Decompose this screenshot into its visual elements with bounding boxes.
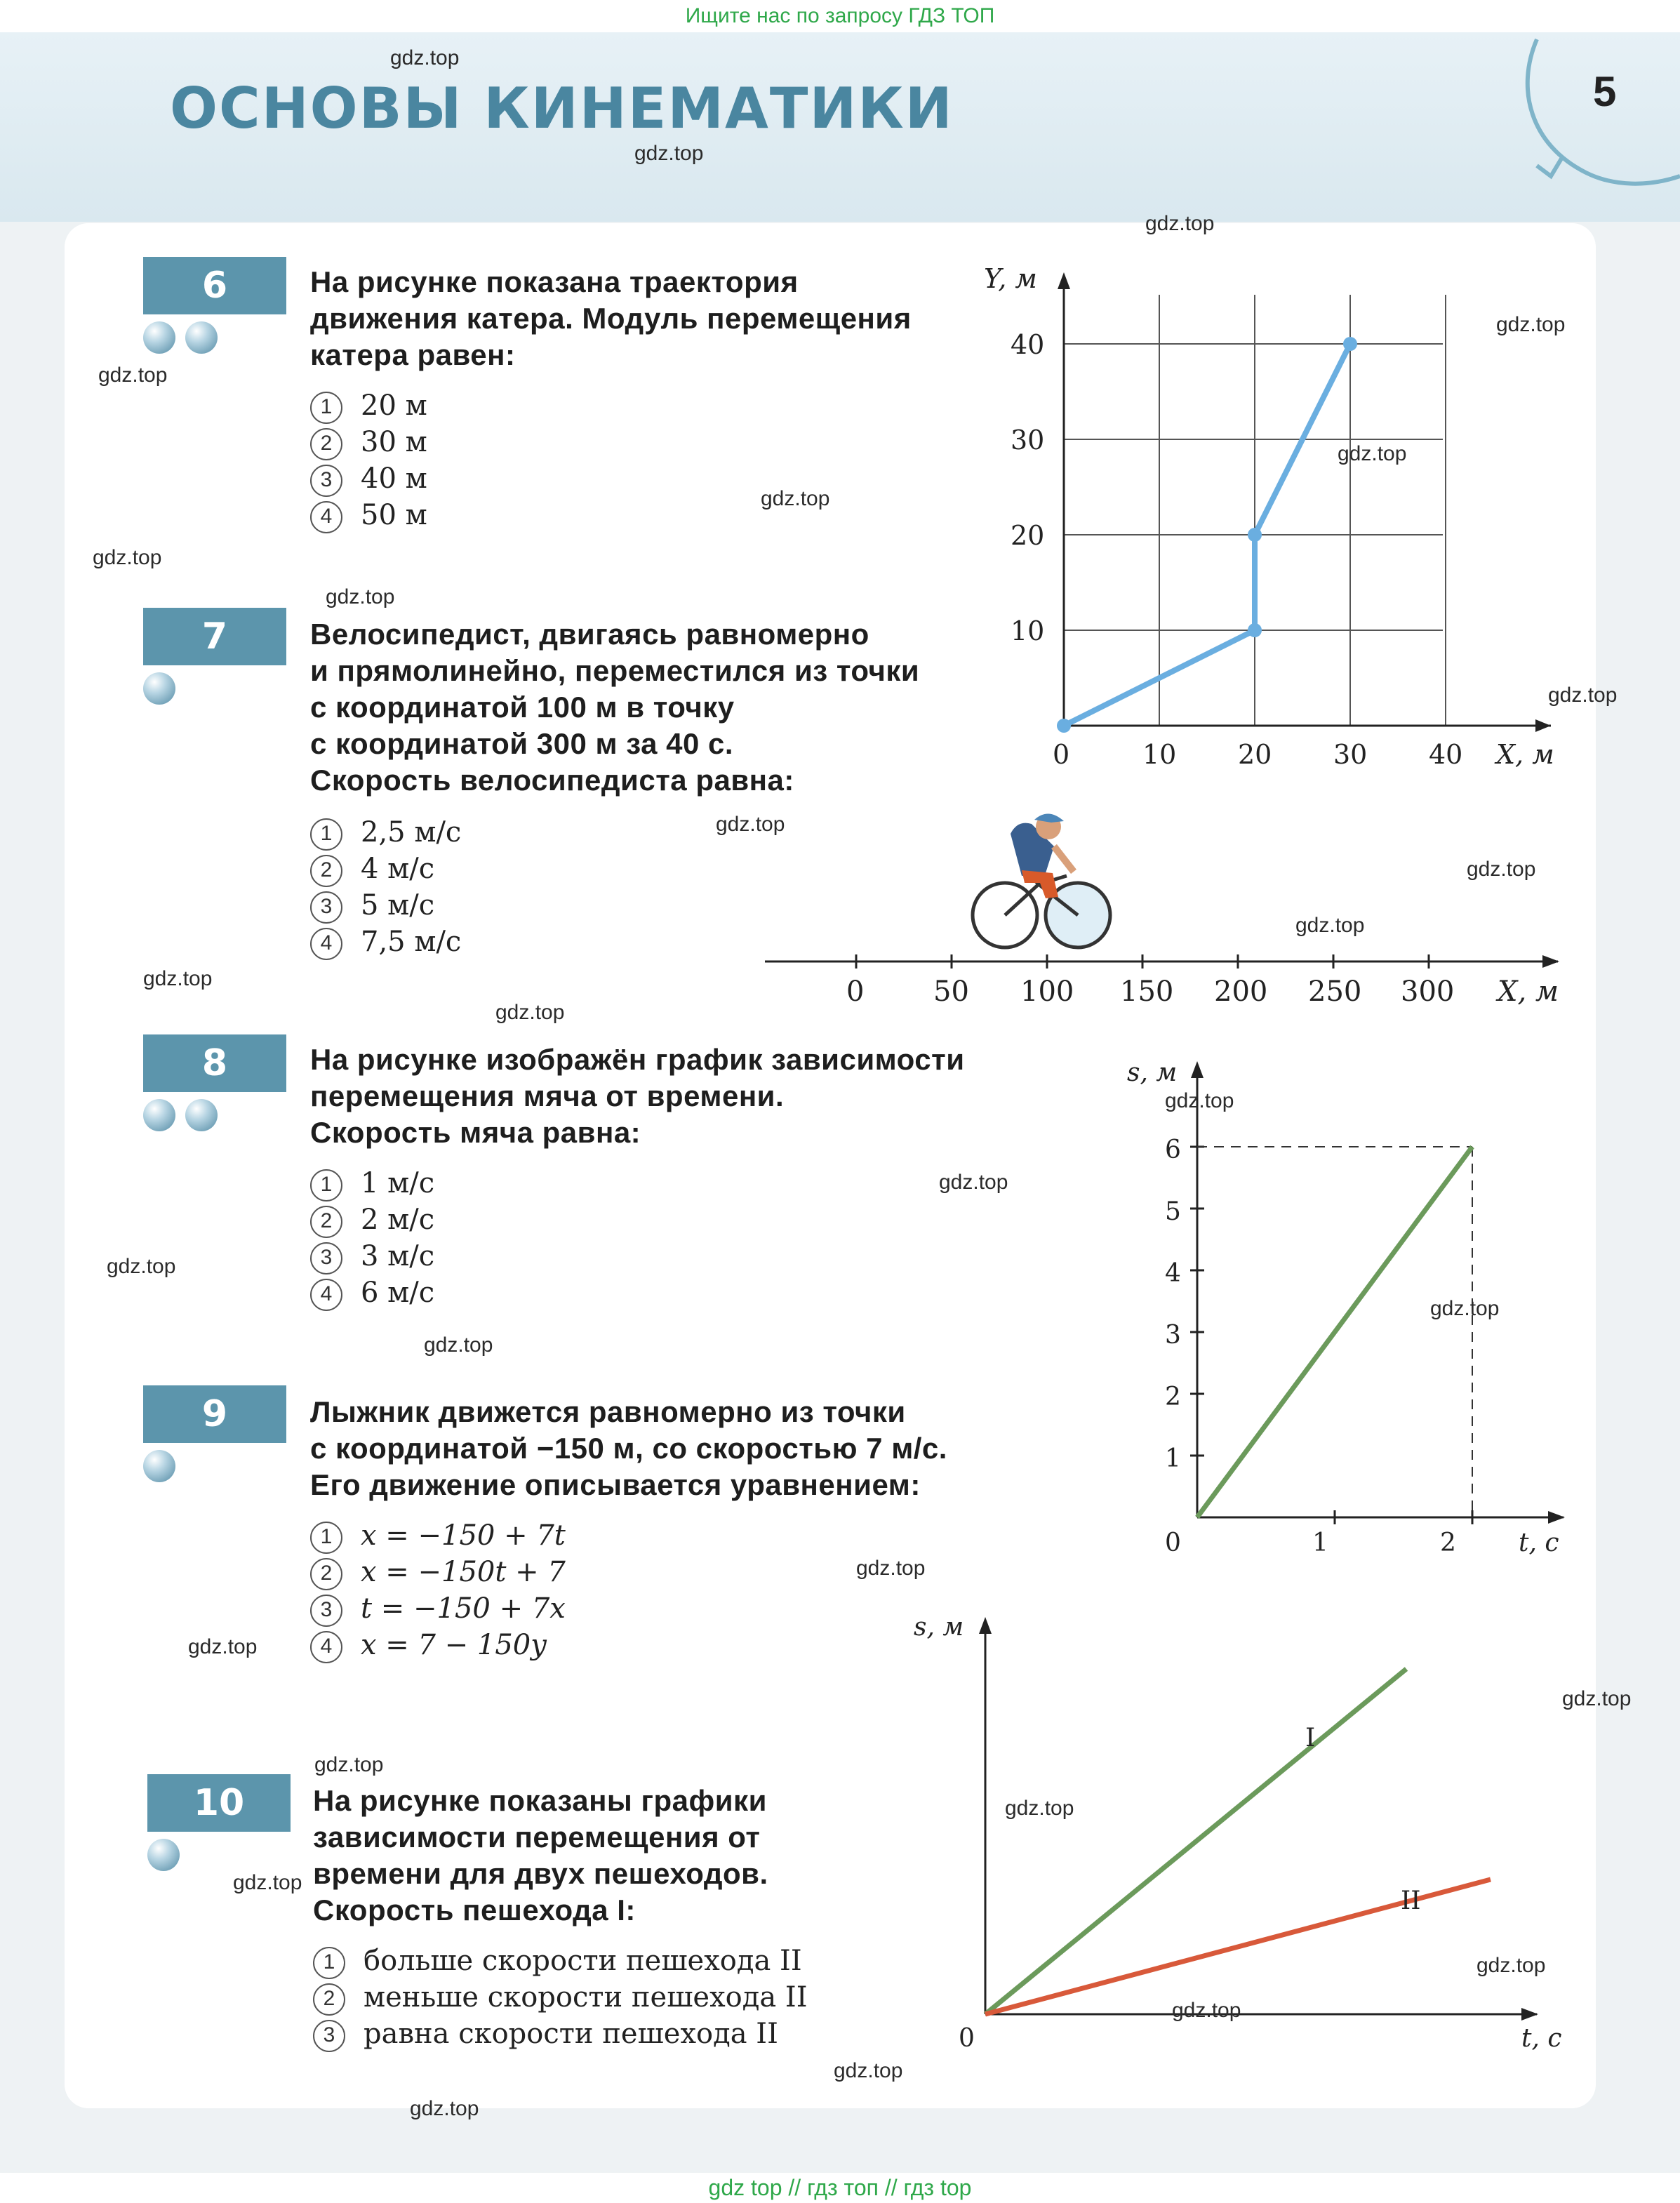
watermark: gdz.top: [761, 487, 830, 510]
x-tick: 10: [1142, 739, 1177, 770]
watermark: gdz.top: [1295, 914, 1365, 937]
watermark: gdz.top: [143, 967, 213, 990]
y-tick: 40: [1011, 329, 1045, 360]
y-tick: 30: [1011, 425, 1045, 455]
difficulty-ball-icon: [143, 1099, 175, 1131]
watermark: gdz.top: [1145, 212, 1215, 235]
question-6-options: [310, 387, 427, 533]
watermark: gdz.top: [326, 585, 395, 608]
watermark: gdz.top: [314, 1753, 384, 1776]
x-axis-arrow: [1535, 719, 1551, 732]
question-8-text: На рисунке изображён график зависимости перемещения мяча от времени. Скорость мяча равна:: [310, 1043, 965, 1149]
y-tick: 3: [1165, 1321, 1181, 1350]
y-tick: 4: [1165, 1259, 1181, 1288]
page-number: 5: [1593, 68, 1617, 115]
trajectory-point: [1248, 623, 1262, 637]
question-7-options: [310, 814, 461, 960]
number-line-arrow: [1542, 955, 1559, 968]
watermark: gdz.top: [424, 1333, 493, 1357]
watermark: gdz.top: [107, 1255, 176, 1278]
number-line-label: 200: [1214, 976, 1268, 1008]
trajectory-chart: [968, 260, 1572, 779]
difficulty-ball-icon: [143, 321, 175, 354]
difficulty-ball-icon: [185, 321, 218, 354]
watermark: gdz.top: [390, 46, 460, 69]
x-axis-label: X, м: [1496, 739, 1554, 770]
question-9-badge: 9: [143, 1385, 286, 1443]
watermark: gdz.top: [1562, 1687, 1632, 1710]
option[interactable]: 1 20 м: [310, 387, 427, 424]
question-7-text: Велосипедист, двигаясь равномерно и прямолинейно, переместился из точки с координатой 100 м в точку с координатой 300 м за 40 с. Скорость велосипедиста равна:: [310, 618, 920, 797]
y-tick: 20: [1011, 520, 1045, 551]
series-label-2: II: [1401, 1886, 1421, 1915]
x-axis-label: t, с: [1521, 2024, 1562, 2053]
option[interactable]: 3 равна скорости пешехода II: [313, 2016, 808, 2052]
x-axis-arrow: [1521, 2008, 1538, 2021]
option[interactable]: 2 30 м: [310, 424, 427, 460]
option[interactable]: 1 больше скорости пешехода II: [313, 1943, 808, 1979]
number-line-label: 300: [1401, 976, 1455, 1008]
question-8-badge: 8: [143, 1034, 286, 1092]
y-tick: 1: [1165, 1444, 1181, 1473]
cyclist-icon: [961, 806, 1116, 954]
watermark: gdz.top: [1548, 684, 1618, 707]
watermark: gdz.top: [93, 546, 162, 569]
difficulty-ball-icon: [147, 1839, 180, 1871]
number-line-label: 100: [1020, 976, 1074, 1008]
option[interactable]: 2 4 м/с: [310, 851, 461, 887]
option[interactable]: 1 1 м/с: [310, 1165, 434, 1202]
question-9-text: Лыжник движется равномерно из точки с координатой −150 м, со скоростью 7 м/с. Его движение описывается уравнением:: [310, 1395, 947, 1501]
question-7-badge: 7: [143, 608, 286, 665]
ball-displacement-chart: [1116, 1053, 1579, 1565]
watermark: gdz.top: [856, 1557, 926, 1580]
x-tick: 20: [1238, 739, 1272, 770]
x-tick: 0: [1165, 1529, 1181, 1557]
difficulty-ball-icon: [143, 1450, 175, 1482]
y-axis-arrow: [979, 1617, 992, 1634]
ball-series-line: [1197, 1147, 1472, 1517]
top-banner: Ищите нас по запросу ГДЗ ТОП: [0, 0, 1680, 32]
watermark: gdz.top: [233, 1871, 302, 1894]
question-10-text: На рисунке показаны графики зависимости перемещения от времени для двух пешеходов. Скорость пешехода I:: [313, 1784, 768, 1926]
number-line-label: 150: [1120, 976, 1174, 1008]
question-6-text: На рисунке показана траектория движения катера. Модуль перемещения катера равен:: [310, 265, 912, 371]
y-axis-arrow: [1058, 272, 1070, 289]
pedestrian-1-line: [985, 1669, 1406, 2014]
option[interactable]: 2 2 м/с: [310, 1202, 434, 1238]
watermark: gdz.top: [939, 1171, 1008, 1194]
watermark: gdz.top: [495, 1001, 565, 1024]
bottom-banner: gdz top // гдз топ // гдз top: [0, 2173, 1680, 2203]
number-line-label: 0: [846, 976, 865, 1008]
y-axis-arrow: [1191, 1061, 1204, 1078]
watermark: gdz.top: [1005, 1797, 1074, 1820]
watermark: gdz.top: [1338, 442, 1407, 465]
y-tick: 2: [1165, 1383, 1181, 1411]
x-axis-arrow: [1548, 1511, 1565, 1524]
watermark: gdz.top: [834, 2059, 903, 2082]
watermark: gdz.top: [634, 142, 704, 165]
watermark: gdz.top: [1467, 858, 1536, 881]
question-9-options: [310, 1517, 566, 1663]
number-line-label: 50: [933, 976, 969, 1008]
option[interactable]: 3 40 м: [310, 460, 427, 497]
number-line-label: 250: [1308, 976, 1362, 1008]
x-tick: 40: [1429, 739, 1463, 770]
watermark: gdz.top: [1172, 1999, 1241, 2022]
option[interactable]: 3 t = −150 + 7x: [310, 1590, 566, 1627]
option[interactable]: 1 x = −150 + 7t: [310, 1517, 566, 1554]
y-tick: 5: [1165, 1197, 1181, 1226]
question-8-options: [310, 1165, 434, 1311]
number-line-axis-label: X, м: [1498, 976, 1559, 1008]
watermark: gdz.top: [410, 2097, 479, 2120]
trajectory-point: [1057, 719, 1071, 733]
question-6-badge: 6: [143, 257, 286, 314]
watermark: gdz.top: [1476, 1954, 1546, 1977]
x-axis-label: t, с: [1519, 1529, 1559, 1557]
y-axis-label: s, м: [914, 1613, 964, 1642]
option[interactable]: 2 x = −150t + 7: [310, 1554, 566, 1590]
x-tick: 2: [1440, 1529, 1456, 1557]
x-tick: 1: [1312, 1529, 1328, 1557]
trajectory-point: [1248, 528, 1262, 542]
y-tick: 10: [1011, 615, 1045, 646]
option[interactable]: 4 6 м/с: [310, 1274, 434, 1311]
question-10-badge: 10: [147, 1774, 291, 1832]
option[interactable]: 3 5 м/с: [310, 887, 461, 924]
series-label-1: I: [1305, 1724, 1316, 1752]
number-line-chart: [758, 943, 1572, 1013]
option[interactable]: 4 x = 7 − 150y: [310, 1627, 566, 1663]
y-axis-label: s, м: [1127, 1058, 1178, 1087]
x-tick: 30: [1333, 739, 1368, 770]
watermark: gdz.top: [1165, 1089, 1234, 1112]
pedestrians-chart: [905, 1607, 1579, 2056]
watermark: gdz.top: [188, 1635, 258, 1658]
option[interactable]: 4 7,5 м/с: [310, 924, 461, 960]
option[interactable]: 3 3 м/с: [310, 1238, 434, 1274]
trajectory-point: [1343, 337, 1357, 351]
watermark: gdz.top: [98, 364, 168, 387]
option[interactable]: 1 2,5 м/с: [310, 814, 461, 851]
watermark: gdz.top: [1496, 313, 1566, 336]
question-10-options: [313, 1943, 808, 2052]
y-axis-label: Y, м: [984, 263, 1037, 294]
y-tick: 6: [1165, 1136, 1181, 1164]
watermark: gdz.top: [1430, 1297, 1500, 1320]
x-tick: 0: [1053, 739, 1070, 770]
option[interactable]: 2 меньше скорости пешехода II: [313, 1979, 808, 2016]
page-title: ОСНОВЫ КИНЕМАТИКИ: [170, 76, 954, 141]
origin-label: 0: [959, 2024, 975, 2053]
watermark: gdz.top: [716, 813, 785, 836]
difficulty-ball-icon: [143, 672, 175, 705]
difficulty-ball-icon: [185, 1099, 218, 1131]
option[interactable]: 4 50 м: [310, 497, 427, 533]
